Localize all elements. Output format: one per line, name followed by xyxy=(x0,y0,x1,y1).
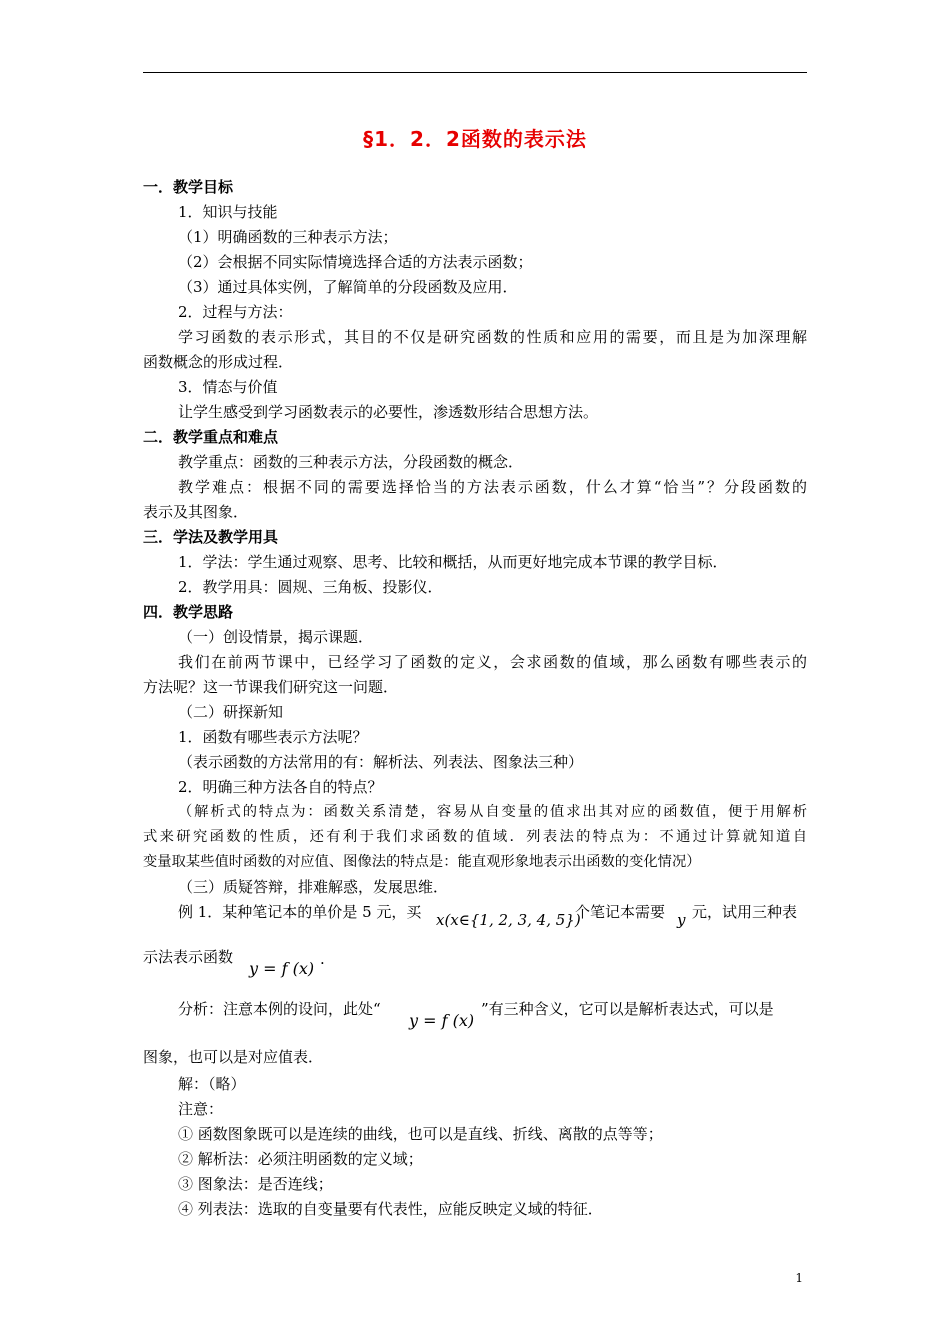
section-heading: 一．教学目标 xyxy=(143,178,234,196)
analysis-text: ”有三种含义，它可以是解析表达式，可以是 xyxy=(481,1000,774,1018)
text-line: （三）质疑答辩，排难解惑，发展思维． xyxy=(178,878,449,896)
example-text: 示法表示函数 xyxy=(143,948,234,966)
text-line: （3）通过具体实例，了解简单的分段函数及应用． xyxy=(178,278,518,296)
text-line: 我们在前两节课中，已经学习了函数的定义，会求函数的值域，那么函数有哪些表示的 xyxy=(178,653,807,671)
list-item: ④ 列表法：选取的自变量要有代表性，应能反映定义域的特征． xyxy=(178,1200,603,1218)
example-text: 元，试用三种表 xyxy=(692,903,798,921)
example-text: 例 1．某种笔记本的单价是 5 元，买 xyxy=(178,903,422,921)
section-heading: 三．学法及教学用具 xyxy=(143,528,279,546)
text-line: 学习函数的表示形式，其目的不仅是研究函数的性质和应用的需要，而且是为加深理解 xyxy=(178,328,807,346)
text-line: 图象，也可以是对应值表． xyxy=(143,1048,324,1066)
text-line: 注意： xyxy=(178,1100,224,1118)
text-line: 2．过程与方法： xyxy=(178,303,293,321)
text-line: （二）研探新知 xyxy=(178,703,284,721)
text-line: 教学难点：根据不同的需要选择恰当的方法表示函数，什么才算“恰当”？分段函数的 xyxy=(178,478,807,496)
text-line: （一）创设情景，揭示课题． xyxy=(178,628,374,646)
math-domain-set: x(x∈{1, 2, 3, 4, 5}) xyxy=(436,911,581,929)
text-line: 教学重点：函数的三种表示方法，分段函数的概念． xyxy=(178,453,524,471)
text-line: 2．明确三种方法各自的特点？ xyxy=(178,778,383,796)
text-line: 变量取某些值时函数的对应值、图像法的特点是：能直观形象地表示出函数的变化情况） xyxy=(143,854,701,870)
section-heading: 二．教学重点和难点 xyxy=(143,428,279,446)
text-line: 表示及其图象． xyxy=(143,503,249,521)
page-number: 1 xyxy=(795,1271,803,1285)
text-line: 让学生感受到学习函数表示的必要性，渗透数形结合思想方法。 xyxy=(178,403,599,421)
example-text: 个笔记本需要 xyxy=(575,903,666,921)
analysis-text: 分析：注意本例的设问，此处“ xyxy=(178,1000,381,1018)
text-line: （1）明确函数的三种表示方法； xyxy=(178,228,398,246)
math-function: y = f (x) xyxy=(409,1011,475,1030)
math-y: y xyxy=(677,911,686,929)
text-line: 式来研究函数的性质，还有利于我们求函数的值域．列表法的特点为：不通过计算就知道自 xyxy=(143,829,807,845)
example-text: . xyxy=(320,950,325,968)
page-title: §1．2．2函数的表示法 xyxy=(363,127,587,151)
list-item: ① 函数图象既可以是连续的曲线，也可以是直线、折线、离散的点等等； xyxy=(178,1125,663,1143)
text-line: （表示函数的方法常用的有：解析法、列表法、图象法三种） xyxy=(178,753,584,771)
text-line: 2．教学用具：圆规、三角板、投影仪． xyxy=(178,578,443,596)
text-line: （解析式的特点为：函数关系清楚，容易从自变量的值求出其对应的函数值，便于用解析 xyxy=(178,804,807,820)
text-line: 1．函数有哪些表示方法呢？ xyxy=(178,728,368,746)
example-line xyxy=(178,903,421,921)
math-function: y = f (x) xyxy=(249,959,315,978)
text-line: 解：（略） xyxy=(178,1075,246,1093)
list-item: ③ 图象法：是否连线； xyxy=(178,1175,333,1193)
text-line: 3．情态与价值 xyxy=(178,378,278,396)
section-heading: 四．教学思路 xyxy=(143,603,234,621)
text-line: 函数概念的形成过程． xyxy=(143,353,294,371)
list-item: ② 解析法：必须注明函数的定义域； xyxy=(178,1150,423,1168)
text-line: 1．学法：学生通过观察、思考、比较和概括，从而更好地完成本节课的教学目标． xyxy=(178,553,728,571)
text-line: （2）会根据不同实际情境选择合适的方法表示函数； xyxy=(178,253,533,271)
header-rule xyxy=(143,72,807,73)
text-line: 方法呢？这一节课我们研究这一问题． xyxy=(143,678,399,696)
text-line: 1．知识与技能 xyxy=(178,203,278,221)
